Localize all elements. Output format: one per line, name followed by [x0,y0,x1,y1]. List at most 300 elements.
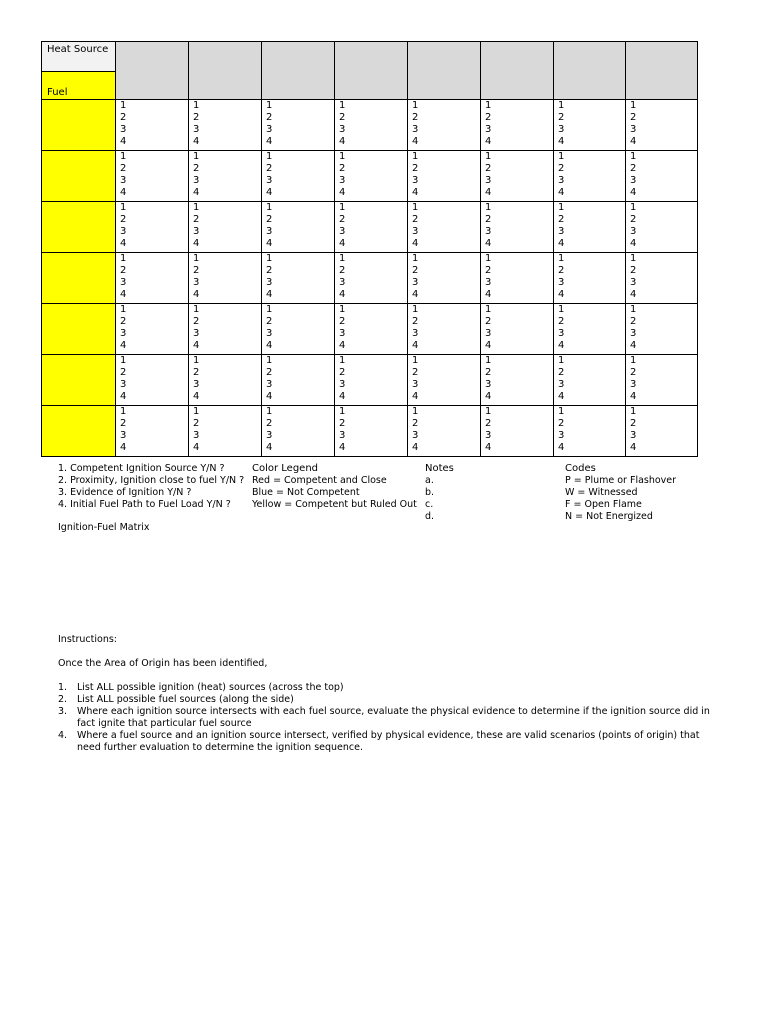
criteria-number: 3 [485,277,492,288]
matrix-cell[interactable] [335,151,408,202]
criteria-number: 3 [120,175,127,186]
criteria-number: 1 [120,406,127,417]
matrix-cell[interactable] [481,355,554,406]
matrix-cell[interactable] [116,304,189,355]
color-legend-item: Blue = Not Competent [252,487,360,498]
criteria-item: 1. Competent Ignition Source Y/N ? [58,463,225,474]
criteria-number: 4 [412,289,419,300]
matrix-cell[interactable] [262,202,335,253]
codes-title: Codes [565,463,596,474]
criteria-number: 2 [193,163,200,174]
criteria-number: 2 [485,112,492,123]
criteria-number: 3 [630,226,637,237]
matrix-cell[interactable] [626,202,698,253]
matrix-cell[interactable] [116,202,189,253]
criteria-number: 2 [266,214,273,225]
criteria-number: 1 [485,202,492,213]
criteria-number: 4 [339,391,346,402]
criteria-number: 3 [558,277,565,288]
criteria-number: 2 [120,367,127,378]
heat-source-column-header[interactable] [481,42,554,100]
criteria-number: 1 [485,253,492,264]
matrix-cell[interactable] [408,100,481,151]
heat-source-column-header[interactable] [189,42,262,100]
criteria-number: 4 [120,136,127,147]
criteria-item: 2. Proximity, Ignition close to fuel Y/N ? [58,475,245,486]
criteria-number: 2 [193,112,200,123]
criteria-number: 3 [558,124,565,135]
criteria-number: 3 [193,277,200,288]
color-legend-item: Yellow = Competent but Ruled Out [252,499,417,510]
criteria-number: 1 [558,355,565,366]
criteria-number: 1 [558,202,565,213]
criteria-number: 2 [412,214,419,225]
color-legend [252,463,417,511]
criteria-number: 1 [558,253,565,264]
matrix-cell[interactable] [262,253,335,304]
code-item: P = Plume or Flashover [565,475,677,486]
criteria-number: 3 [266,430,273,441]
criteria-number: 3 [485,328,492,339]
fuel-label: Fuel [42,72,116,100]
code-item: N = Not Energized [565,511,653,522]
heat-source-column-header[interactable] [262,42,335,100]
criteria-number: 1 [485,151,492,162]
matrix-cell[interactable] [554,406,626,457]
criteria-number: 4 [120,187,127,198]
criteria-number: 3 [412,175,419,186]
matrix-cell[interactable] [408,304,481,355]
criteria-number: 2 [120,418,127,429]
criteria-number: 2 [630,112,637,123]
instructions-list [58,682,718,754]
criteria-number: 2 [193,265,200,276]
criteria-number: 4 [266,187,273,198]
criteria-number: 2 [485,214,492,225]
criteria-number: 4 [193,136,200,147]
criteria-number: 1 [630,151,637,162]
criteria-number: 2 [630,418,637,429]
criteria-number: 1 [193,355,200,366]
matrix-cell[interactable] [408,202,481,253]
criteria-number: 3 [558,328,565,339]
criteria-number: 4 [339,187,346,198]
matrix-cell[interactable] [116,100,189,151]
criteria-number: 3 [630,379,637,390]
matrix-cell[interactable] [408,151,481,202]
criteria-number: 4 [558,442,565,453]
criteria-number: 4 [266,442,273,453]
criteria-number: 1 [412,355,419,366]
criteria-number: 4 [558,289,565,300]
criteria-number: 2 [339,112,346,123]
matrix-cell[interactable] [335,253,408,304]
criteria-number: 2 [193,316,200,327]
criteria-number: 4 [485,289,492,300]
step-number: 1. [58,682,68,693]
matrix-cell[interactable] [189,406,262,457]
criteria-number: 3 [485,226,492,237]
criteria-number: 3 [485,124,492,135]
matrix-cell[interactable] [262,355,335,406]
criteria-number: 3 [485,430,492,441]
criteria-number: 2 [558,265,565,276]
instructions-title: Instructions: [58,634,117,645]
criteria-number: 2 [412,265,419,276]
criteria-number: 3 [412,379,419,390]
criteria-number: 3 [266,226,273,237]
criteria-number: 1 [412,100,419,111]
criteria-number: 1 [630,304,637,315]
criteria-number: 1 [266,100,273,111]
step-number: 4. [58,730,68,741]
code-item: F = Open Flame [565,499,642,510]
criteria-number: 3 [412,430,419,441]
criteria-number: 1 [193,304,200,315]
heat-source-column-header[interactable] [554,42,626,100]
criteria-number: 3 [339,277,346,288]
matrix-cell[interactable] [554,355,626,406]
criteria-number: 4 [120,391,127,402]
criteria-number: 4 [412,136,419,147]
note-item: a. [425,475,434,486]
criteria-number: 2 [558,214,565,225]
criteria-number: 1 [266,406,273,417]
criteria-number: 1 [120,202,127,213]
criteria-number: 3 [339,226,346,237]
criteria-number: 3 [630,175,637,186]
matrix-cell[interactable] [408,406,481,457]
criteria-number: 4 [266,289,273,300]
criteria-number: 2 [630,316,637,327]
color-legend-item: Red = Competent and Close [252,475,387,486]
matrix-cell[interactable] [262,406,335,457]
heat-source-column-header[interactable] [626,42,698,100]
criteria-number: 2 [558,316,565,327]
criteria-number: 3 [339,379,346,390]
criteria-number: 2 [339,418,346,429]
matrix-cell[interactable] [116,151,189,202]
criteria-number: 3 [412,124,419,135]
criteria-number: 4 [485,187,492,198]
criteria-number: 1 [339,406,346,417]
step-text: Where a fuel source and an ignition source intersect, verified by physical evidence, these are valid scenarios (points of origin) that need further evaluation to determine the ignition sequence. [77,730,700,753]
matrix-cell[interactable] [189,304,262,355]
criteria-number: 4 [193,187,200,198]
criteria-number: 3 [193,379,200,390]
criteria-number: 4 [412,391,419,402]
criteria-number: 4 [339,238,346,249]
matrix-cell[interactable] [335,355,408,406]
criteria-number: 1 [193,202,200,213]
criteria-number: 2 [120,265,127,276]
matrix-cell[interactable] [189,151,262,202]
criteria-number: 3 [485,379,492,390]
step-number: 2. [58,694,68,705]
criteria-number: 1 [630,202,637,213]
criteria-number: 1 [485,304,492,315]
matrix-cell[interactable] [554,202,626,253]
criteria-number: 4 [412,442,419,453]
criteria-number: 3 [630,124,637,135]
fuel-source-row-header[interactable] [42,253,116,304]
criteria-number: 4 [630,187,637,198]
criteria-number: 2 [266,265,273,276]
criteria-number: 2 [266,418,273,429]
heat-source-column-header[interactable] [335,42,408,100]
criteria-number: 1 [630,406,637,417]
fuel-source-row-header[interactable] [42,406,116,457]
matrix-cell[interactable] [626,355,698,406]
criteria-number: 1 [558,304,565,315]
matrix-cell[interactable] [189,100,262,151]
criteria-number: 3 [558,175,565,186]
matrix-cell[interactable] [626,100,698,151]
instruction-step [58,682,718,694]
criteria-number: 1 [339,151,346,162]
fuel-source-row-header[interactable] [42,304,116,355]
criteria-number: 2 [630,214,637,225]
criteria-number: 3 [193,328,200,339]
criteria-number: 4 [339,340,346,351]
criteria-number: 4 [485,136,492,147]
criteria-number: 4 [339,442,346,453]
matrix-cell[interactable] [116,406,189,457]
criteria-number: 4 [630,442,637,453]
matrix-cell[interactable] [626,406,698,457]
criteria-number: 4 [485,238,492,249]
matrix-cell[interactable] [554,253,626,304]
criteria-number: 3 [120,277,127,288]
criteria-number: 2 [120,163,127,174]
criteria-number: 2 [120,112,127,123]
criteria-number: 4 [630,136,637,147]
criteria-number: 3 [120,328,127,339]
matrix-title: Ignition-Fuel Matrix [58,522,150,533]
step-text: Where each ignition source intersects with each fuel source, evaluate the physical evidence to determine if the ignition source did in fact ignite that particular fuel source [77,706,710,729]
matrix-cell[interactable] [335,100,408,151]
criteria-number: 2 [412,367,419,378]
criteria-number: 2 [630,367,637,378]
instruction-step [58,730,718,754]
criteria-number: 1 [485,355,492,366]
criteria-number: 4 [630,289,637,300]
criteria-number: 4 [120,289,127,300]
criteria-number: 2 [558,418,565,429]
criteria-number: 4 [120,340,127,351]
criteria-number: 4 [193,391,200,402]
criteria-number: 3 [193,430,200,441]
notes-title: Notes [425,463,454,474]
matrix-cell[interactable] [554,304,626,355]
matrix-cell[interactable] [554,151,626,202]
criteria-number: 1 [412,202,419,213]
fuel-source-row-header[interactable] [42,202,116,253]
criteria-number: 1 [412,406,419,417]
criteria-number: 1 [120,151,127,162]
criteria-number: 4 [193,442,200,453]
criteria-number: 4 [266,340,273,351]
criteria-number: 4 [412,340,419,351]
criteria-number: 3 [266,277,273,288]
criteria-number: 1 [193,100,200,111]
step-text: List ALL possible ignition (heat) sources (across the top) [77,682,344,693]
criteria-number: 2 [193,214,200,225]
criteria-number: 1 [120,100,127,111]
fuel-source-row-header[interactable] [42,100,116,151]
matrix-cell[interactable] [408,253,481,304]
criteria-number: 4 [193,289,200,300]
criteria-number: 4 [558,187,565,198]
matrix-cell[interactable] [116,355,189,406]
criteria-number: 1 [266,304,273,315]
criteria-number: 1 [485,100,492,111]
criteria-number: 4 [485,391,492,402]
criteria-number: 2 [266,316,273,327]
criteria-number: 3 [339,328,346,339]
notes-section [425,463,454,523]
criteria-number: 4 [630,340,637,351]
criteria-number: 2 [485,163,492,174]
criteria-number: 4 [120,238,127,249]
criteria-item: 4. Initial Fuel Path to Fuel Load Y/N ? [58,499,231,510]
criteria-number: 3 [558,379,565,390]
criteria-number: 1 [339,355,346,366]
criteria-number: 3 [266,175,273,186]
matrix-cell[interactable] [626,304,698,355]
matrix-cell[interactable] [116,253,189,304]
instruction-step [58,706,718,730]
criteria-number: 4 [412,238,419,249]
criteria-number: 1 [485,406,492,417]
matrix-cell[interactable] [335,406,408,457]
matrix-cell[interactable] [335,304,408,355]
criteria-number: 1 [266,253,273,264]
criteria-number: 2 [412,163,419,174]
criteria-number: 1 [412,151,419,162]
instructions-intro: Once the Area of Origin has been identified, [58,658,268,669]
matrix-cell[interactable] [554,100,626,151]
criteria-number: 1 [412,304,419,315]
criteria-number: 3 [193,124,200,135]
criteria-number: 3 [266,328,273,339]
criteria-number: 1 [193,406,200,417]
criteria-number: 2 [630,163,637,174]
color-legend-title: Color Legend [252,463,319,474]
matrix-cell[interactable] [189,355,262,406]
matrix-cell[interactable] [481,151,554,202]
criteria-number: 1 [630,253,637,264]
criteria-number: 1 [630,100,637,111]
criteria-number: 1 [120,253,127,264]
criteria-number: 4 [485,442,492,453]
matrix-cell[interactable] [626,151,698,202]
criteria-number: 2 [558,163,565,174]
heat-source-column-header[interactable] [408,42,481,100]
heat-source-column-header[interactable] [116,42,189,100]
criteria-number: 2 [630,265,637,276]
code-item: W = Witnessed [565,487,638,498]
criteria-number: 2 [339,214,346,225]
matrix-cell[interactable] [262,100,335,151]
fuel-source-row-header[interactable] [42,151,116,202]
matrix-cell[interactable] [481,202,554,253]
criteria-number: 3 [630,328,637,339]
fuel-source-row-header[interactable] [42,355,116,406]
criteria-number: 2 [339,265,346,276]
criteria-number: 1 [339,253,346,264]
criteria-number: 3 [339,175,346,186]
criteria-number: 3 [485,175,492,186]
criteria-number: 2 [412,316,419,327]
criteria-number: 4 [339,289,346,300]
matrix-cell[interactable] [189,253,262,304]
matrix-cell[interactable] [408,355,481,406]
criteria-number: 2 [485,367,492,378]
matrix-cell[interactable] [262,304,335,355]
criteria-number: 2 [120,316,127,327]
criteria-number: 1 [558,406,565,417]
codes-section [565,463,676,523]
criteria-number: 1 [266,355,273,366]
criteria-number: 1 [266,202,273,213]
criteria-number: 1 [339,202,346,213]
criteria-number: 2 [558,112,565,123]
criteria-number: 3 [339,124,346,135]
criteria-number: 4 [193,238,200,249]
criteria-number: 2 [558,367,565,378]
step-number: 3. [58,706,68,717]
criteria-number: 2 [193,367,200,378]
criteria-number: 4 [558,136,565,147]
matrix-cell[interactable] [335,202,408,253]
criteria-number: 1 [558,100,565,111]
evaluation-criteria-list [58,463,244,511]
criteria-number: 4 [266,238,273,249]
criteria-number: 4 [558,391,565,402]
criteria-number: 3 [266,379,273,390]
criteria-number: 3 [412,226,419,237]
matrix-cell[interactable] [626,253,698,304]
criteria-number: 4 [266,391,273,402]
matrix-cell[interactable] [189,202,262,253]
criteria-number: 3 [412,328,419,339]
criteria-number: 2 [412,418,419,429]
matrix-cell[interactable] [481,100,554,151]
matrix-cell[interactable] [481,304,554,355]
criteria-number: 4 [485,340,492,351]
note-item: c. [425,499,434,510]
criteria-number: 1 [266,151,273,162]
criteria-number: 2 [485,265,492,276]
criteria-number: 3 [339,430,346,441]
criteria-number: 3 [120,379,127,390]
matrix-cell[interactable] [481,253,554,304]
matrix-cell[interactable] [481,406,554,457]
note-item: b. [425,487,435,498]
criteria-number: 3 [630,277,637,288]
criteria-number: 1 [120,304,127,315]
matrix-cell[interactable] [262,151,335,202]
criteria-number: 3 [266,124,273,135]
criteria-number: 4 [630,391,637,402]
criteria-number: 1 [193,253,200,264]
ignition-fuel-matrix-table [41,41,698,457]
criteria-number: 3 [193,175,200,186]
criteria-item: 3. Evidence of Ignition Y/N ? [58,487,192,498]
criteria-number: 3 [630,430,637,441]
criteria-number: 1 [193,151,200,162]
